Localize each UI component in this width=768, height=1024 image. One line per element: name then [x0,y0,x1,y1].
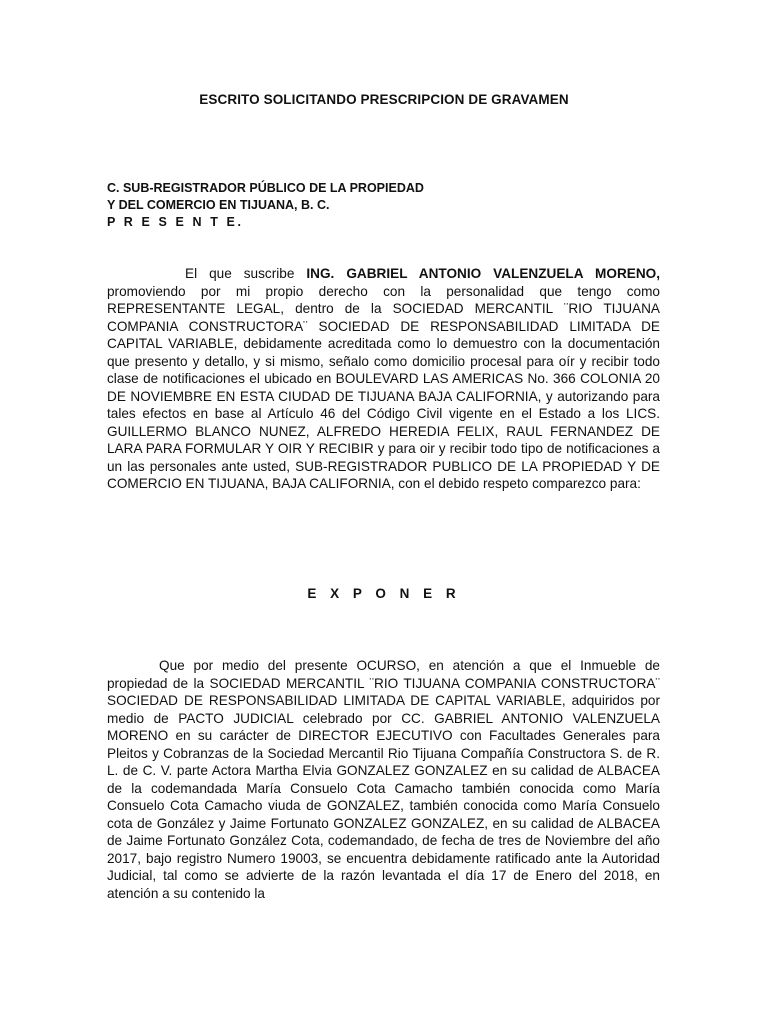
section-heading: E X P O N E R [307,586,461,601]
signer-name: ING. GABRIEL ANTONIO VALENZUELA MORENO, [306,266,660,281]
document-title: ESCRITO SOLICITANDO PRESCRIPCION DE GRAVAMEN [199,92,569,107]
intro-text: El que suscribe [185,266,307,281]
exponer-paragraph [107,657,660,902]
intro-paragraph [107,265,660,493]
addressee-line-2: Y DEL COMERCIO EN TIJUANA, B. C. [107,198,330,212]
intro-body: promoviendo por mi propio derecho con la personalidad que tengo como REPRESENTANTE LEGAL, dentro de la SOCIEDAD MERCANTIL ¨RIO TIJUANA COMPANIA CONSTRUCTORA¨ SOCIEDAD DE RESPONSABILIDAD LIMITADA DE CAPITAL VARIABLE, debidamente acreditada como lo demuestro con la documentación que presento y detallo, y si mismo, señalo como domicilio procesal para oír y recibir todo clase de notificaciones el ubicado en BOULEVARD LAS AMERICAS No. 366 COLONIA 20 DE NOVIEMBRE EN ESTA CIUDAD DE TIJUANA BAJA CALIFORNIA, y autorizando para tales efectos en base al Artículo 46 del Código Civil vigente en el Estado a los LICS. GUILLERMO BLANCO NUNEZ, ALFREDO HEREDIA FELIX, RAUL FERNANDEZ DE LARA PARA FORMULAR Y OIR Y RECIBIR y para oir y recibir todo tipo de notificaciones a un las personales ante usted, SUB-REGISTRADOR PUBLICO DE LA PROPIEDAD Y DE COMERCIO EN TIJUANA, BAJA CALIFORNIA, con el debido respeto comparezco para: [107,283,660,491]
exponer-body: Que por medio del presente OCURSO, en atención a que el Inmueble de propiedad de la SOCIEDAD MERCANTIL ¨RIO TIJUANA COMPANIA CONSTRUCTORA¨ SOCIEDAD DE RESPONSABILIDAD LIMITADA DE CAPITAL VARIABLE, adquiridos por medio de PACTO JUDICIAL celebrado por CC. GABRIEL ANTONIO VALENZUELA MORENO en su carácter de DIRECTOR EJECUTIVO con Facultades Generales para Pleitos y Cobranzas de la Sociedad Mercantil Rio Tijuana Compañía Constructora S. de R. L. de C. V. parte Actora Martha Elvia GONZALEZ GONZALEZ en su calidad de ALBACEA de la codemandada María Consuelo Cota Camacho también conocida como María Consuelo Cota Camacho viuda de GONZALEZ, también conocida como María Consuelo cota de González y Jaime Fortunato GONZALEZ GONZALEZ, en su calidad de ALBACEA de Jaime Fortunato González Cota, codemandado, de fecha de tres de Noviembre del año 2017, bajo registro Numero 19003, se encuentra debidamente ratificado ante la Autoridad Judicial, tal como se advierte de la razón levantada el día 17 de Enero del 2018, en atención a su contenido la [107,658,660,901]
addressee-line-3: P R E S E N T E. [107,215,244,229]
addressee-line-1: C. SUB-REGISTRADOR PÚBLICO DE LA PROPIEDAD [107,181,424,195]
addressee-block [107,180,667,231]
